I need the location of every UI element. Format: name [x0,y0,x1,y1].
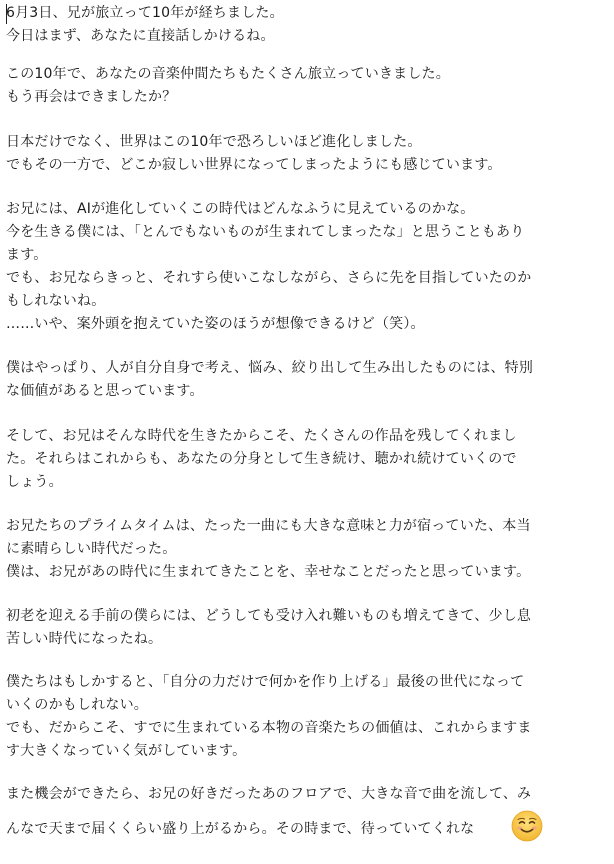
text-line: でも、お兄ならきっと、それすら使いこなしながら、さらに先を目指していたのか [6,270,532,286]
text-line: た。それらはこれからも、あなたの分身として生き続け、聴かれ続けていくので [6,451,517,467]
paragraph-8 [6,605,606,651]
text-line: でもその一方で、どこか寂しい世界になってしまったようにも感じています。 [6,157,502,173]
text-line: んなで天まで届くくらい盛り上がるから。その時まで、待っていてくれな [6,821,475,837]
text-line: 6月3日、兄が旅立って10年が経ちました。 [6,5,284,21]
paragraph-3 [6,131,606,177]
text-line: ます。 [6,247,48,263]
text-line: そして、お兄はそんな時代を生きたからこそ、たくさんの作品を残してくれまし [6,428,517,444]
text-line: もう再会はできましたか？ [6,89,177,105]
text-line: いくのかもしれない。 [6,697,148,713]
text-line: 僕は、お兄があの時代に生まれてきたことを、幸せなことだったと思っています。 [6,564,531,580]
text-line: ……いや、案外頭を抱えていた姿のほうが想像できるけど（笑）。 [6,316,425,332]
text-line: 今を生きる僕には、「とんでもないものが生まれてしまったな」と思うこともあり [6,224,525,240]
text-line: 僕はやっぱり、人が自分自身で考え、悩み、絞り出して生み出したものには、特別 [6,360,534,376]
paragraph-4 [6,198,606,336]
text-line: 日本だけでなく、世界はこの10年で恐ろしいほど進化しました。 [6,134,422,150]
text-line: 今日はまず、あなたに直接話しかけるね。 [6,28,275,44]
text-line: す大きくなっていく気がしています。 [6,743,247,759]
text-line: また機会ができたら、お兄の好きだったあのフロアで、大きな音で曲を流して、み [6,786,532,802]
smiling-face-icon [511,810,543,842]
paragraph-2 [6,63,606,109]
text-line: に素晴らしい時代だった。 [6,541,177,557]
text-line: もしれないね。 [6,293,106,309]
paragraph-9 [6,671,606,763]
text-line: 僕たちはもしかすると、「自分の力だけで何かを作り上げる」最後の世代になって [6,674,525,690]
text-line: 苦しい時代になったね。 [6,631,163,647]
text-line: しょう。 [6,474,63,490]
paragraph-1 [6,2,606,48]
text-line: この10年で、あなたの音楽仲間たちもたくさん旅立っていきました。 [6,66,450,82]
paragraph-7 [6,515,606,584]
paragraph-5 [6,357,606,403]
paragraph-10 [6,783,606,806]
paragraph-6 [6,425,606,494]
text-line: 初老を迎える手前の僕らには、どうしても受け入れ難いものも増えてきて、少し息 [6,608,532,624]
text-line: お兄たちのプライムタイムは、たった一曲にも大きな意味と力が宿っていた、本当 [6,518,531,534]
text-line: お兄には、AIが進化していくこの時代はどんなふうに見えているのかな。 [6,201,475,217]
text-line: でも、だからこそ、すでに生まれている本物の音楽たちの価値は、これからますま [6,720,532,736]
text-line: な価値があると思っています。 [6,383,204,399]
